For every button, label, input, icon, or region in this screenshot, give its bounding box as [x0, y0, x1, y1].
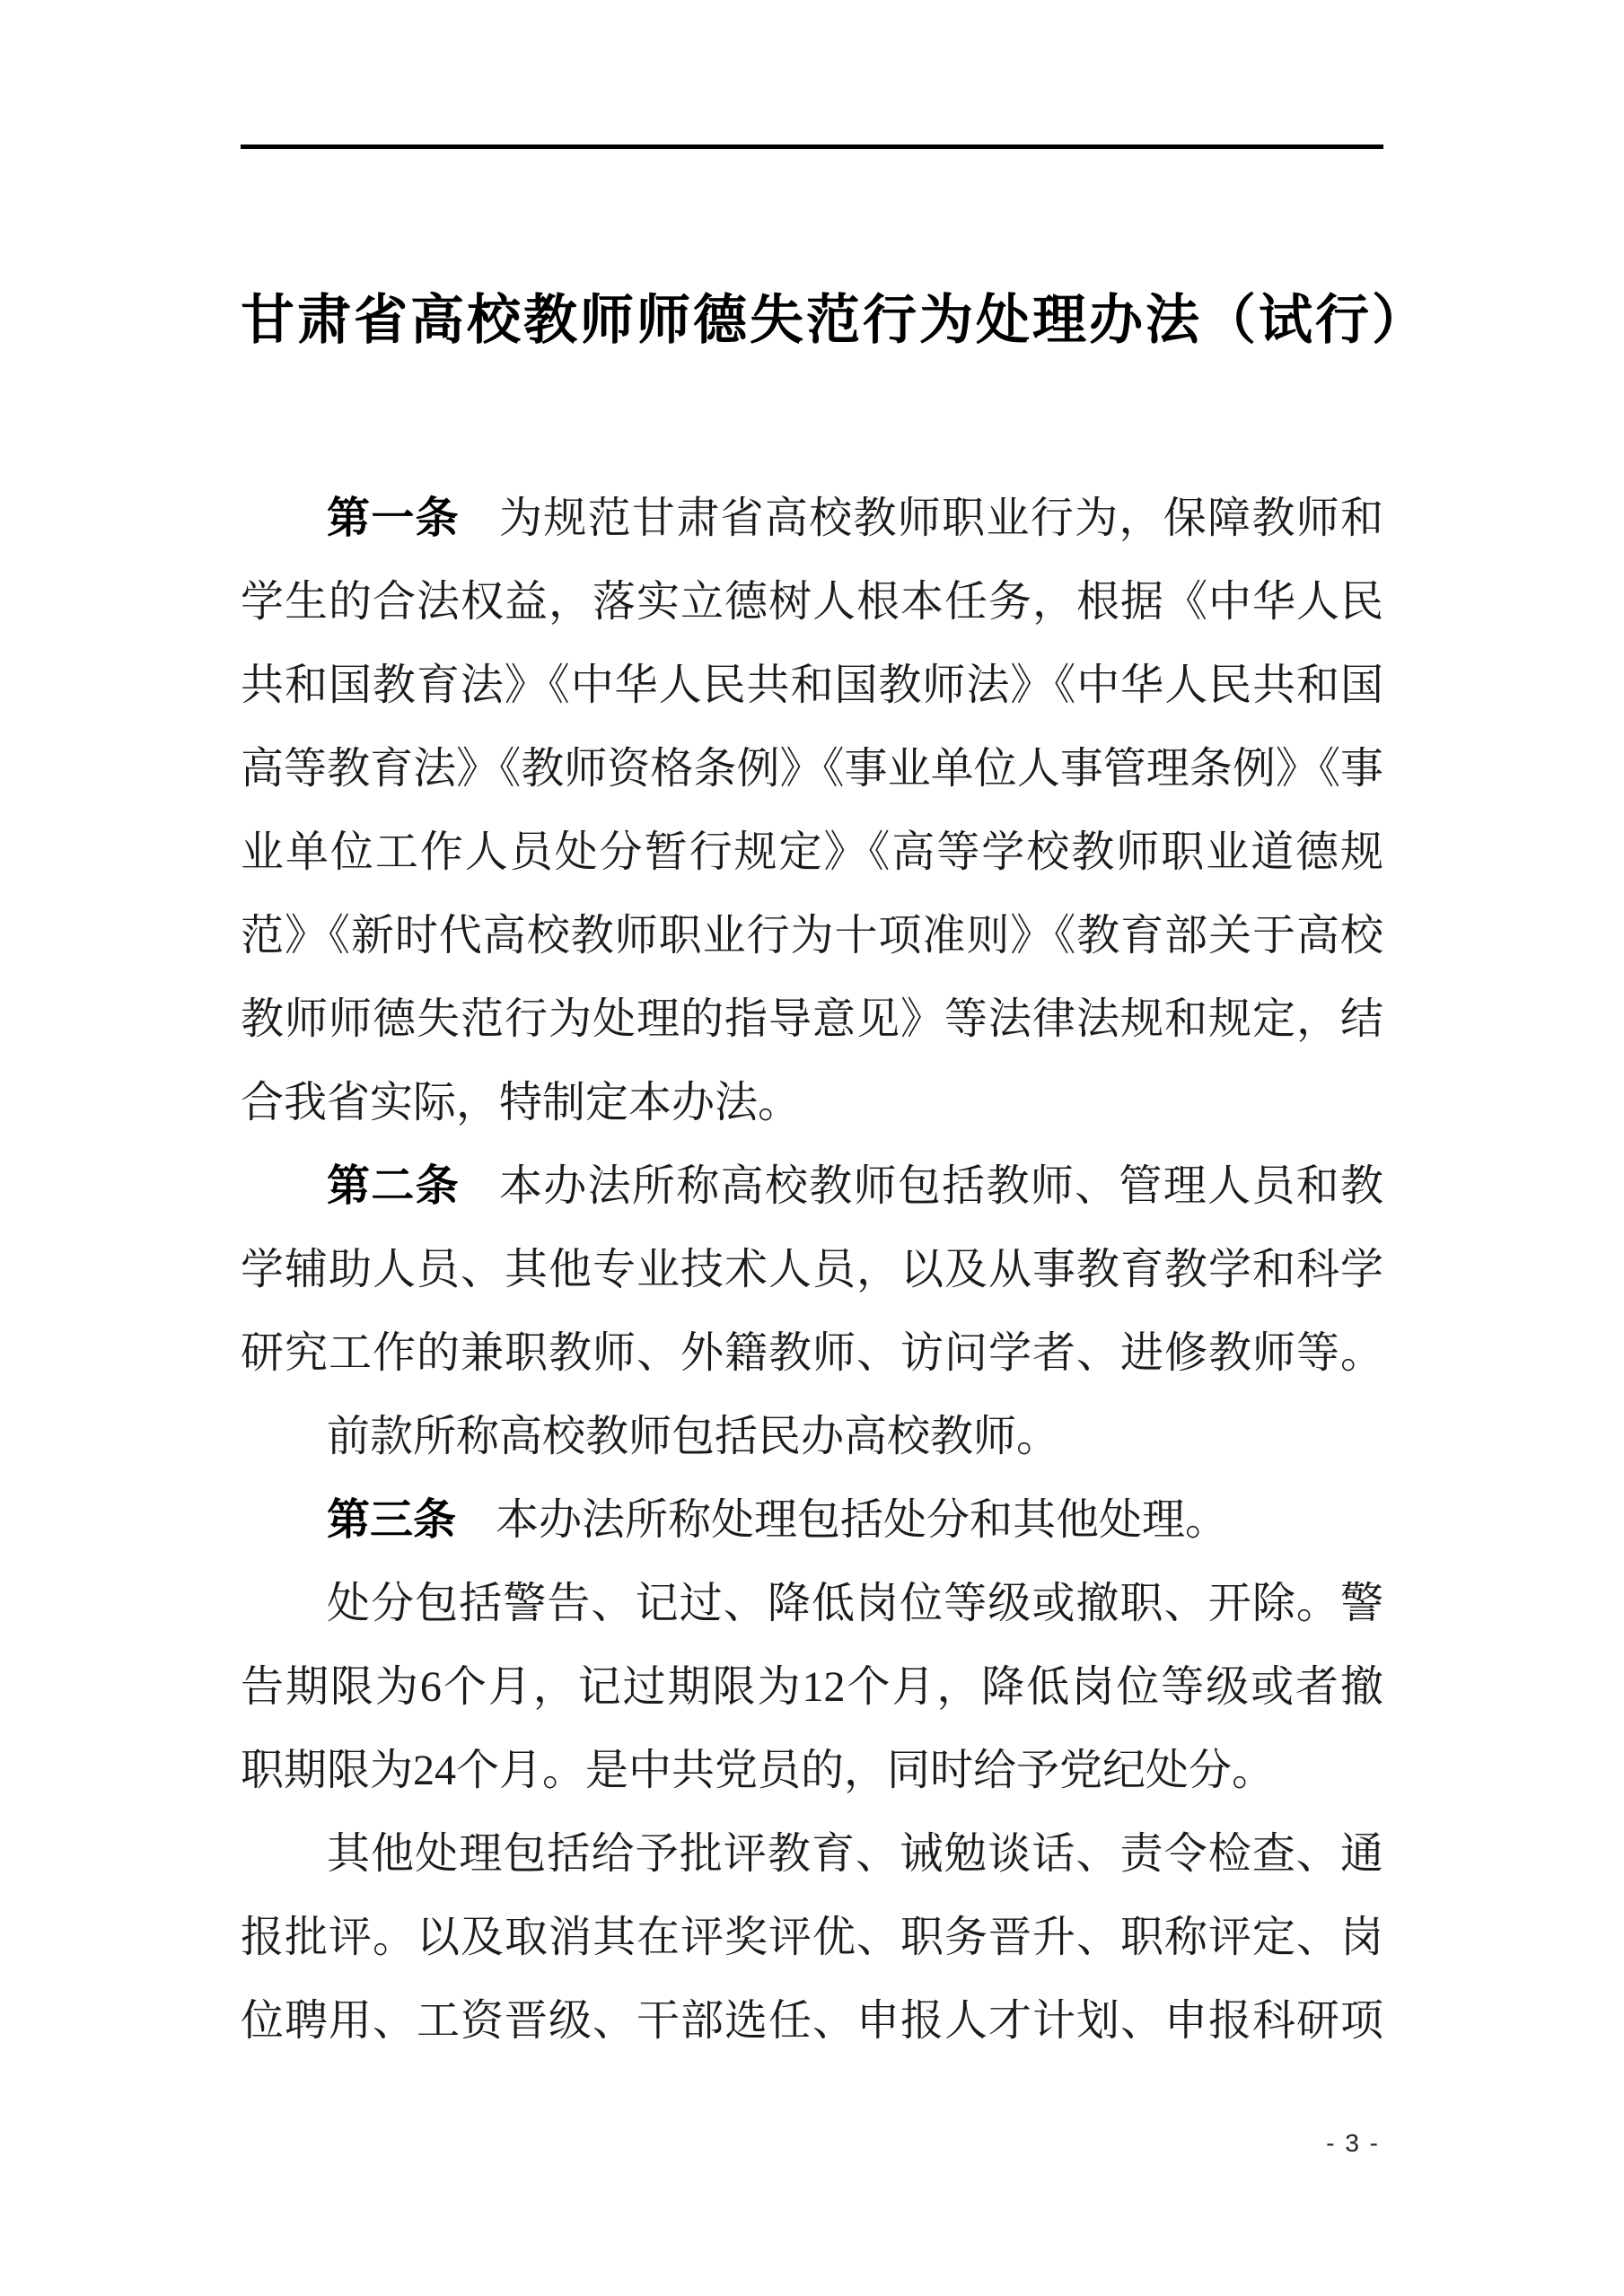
text-line [241, 1645, 1383, 1729]
line-text: 处分包括警告、记过、降低岗位等级或撤职、开除。警 [327, 1580, 1383, 1627]
line-text: 共和国教育法》《中华人民共和国教师法》《中华人民共和国 [241, 662, 1383, 709]
line-text: 教师师德失范行为处理的指导意见》等法律法规和规定，结 [241, 995, 1383, 1043]
document-title: 甘肃省高校教师师德失范行为处理办法（试行） [241, 291, 1428, 350]
text-line [241, 977, 1383, 1061]
line-text: 范》《新时代高校教师职业行为十项准则》《教育部关于高校 [241, 912, 1383, 960]
line-text: 职期限为24个月。是中共党员的，同时给予党纪处分。 [241, 1747, 1276, 1794]
text-line [241, 811, 1383, 894]
line-text: 学辅助人员、其他专业技术人员，以及从事教育教学和科学 [241, 1246, 1383, 1293]
text-line [241, 1812, 1383, 1896]
text-line [241, 1061, 1383, 1144]
text-line [241, 1896, 1383, 1979]
article-label: 第一条 [327, 495, 460, 542]
line-text: 其他处理包括给予批评教育、诫勉谈话、责令检查、通 [327, 1830, 1383, 1878]
line-text: 本办法所称高校教师包括教师、管理人员和教 [498, 1162, 1383, 1210]
line-text: 前款所称高校教师包括民办高校教师。 [327, 1413, 1060, 1460]
line-text: 研究工作的兼职教师、外籍教师、访问学者、进修教师等。 [241, 1329, 1383, 1377]
page-number: - 3 - [1326, 2129, 1380, 2157]
line-text: 位聘用、工资晋级、干部选任、申报人才计划、申报科研项 [241, 1997, 1383, 2045]
text-line [241, 560, 1383, 644]
text-line [241, 727, 1383, 811]
text-line [241, 477, 1383, 560]
text-line [241, 894, 1383, 977]
text-line [241, 1729, 1383, 1812]
document-body [241, 477, 1383, 2063]
line-text: 合我省实际，特制定本办法。 [241, 1079, 802, 1126]
text-line [241, 1478, 1383, 1562]
text-line [241, 1979, 1383, 2063]
line-text: 高等教育法》《教师资格条例》《事业单位人事管理条例》《事 [241, 745, 1383, 793]
text-line [241, 644, 1383, 727]
text-line [241, 1228, 1383, 1311]
header-rule [241, 145, 1383, 149]
line-text: 业单位工作人员处分暂行规定》《高等学校教师职业道德规 [241, 828, 1383, 876]
text-line [241, 1395, 1383, 1478]
text-line [241, 1562, 1383, 1645]
line-text: 本办法所称处理包括处分和其他处理。 [496, 1496, 1229, 1544]
text-line [241, 1144, 1383, 1228]
line-text: 告期限为6个月，记过期限为12个月，降低岗位等级或者撤 [241, 1663, 1383, 1711]
article-label: 第三条 [327, 1496, 457, 1544]
text-line [241, 1311, 1383, 1395]
line-text: 学生的合法权益，落实立德树人根本任务，根据《中华人民 [241, 578, 1383, 626]
article-label: 第二条 [327, 1162, 460, 1210]
line-text: 为规范甘肃省高校教师职业行为，保障教师和 [498, 495, 1383, 542]
line-text: 报批评。以及取消其在评奖评优、职务晋升、职称评定、岗 [241, 1914, 1383, 1961]
